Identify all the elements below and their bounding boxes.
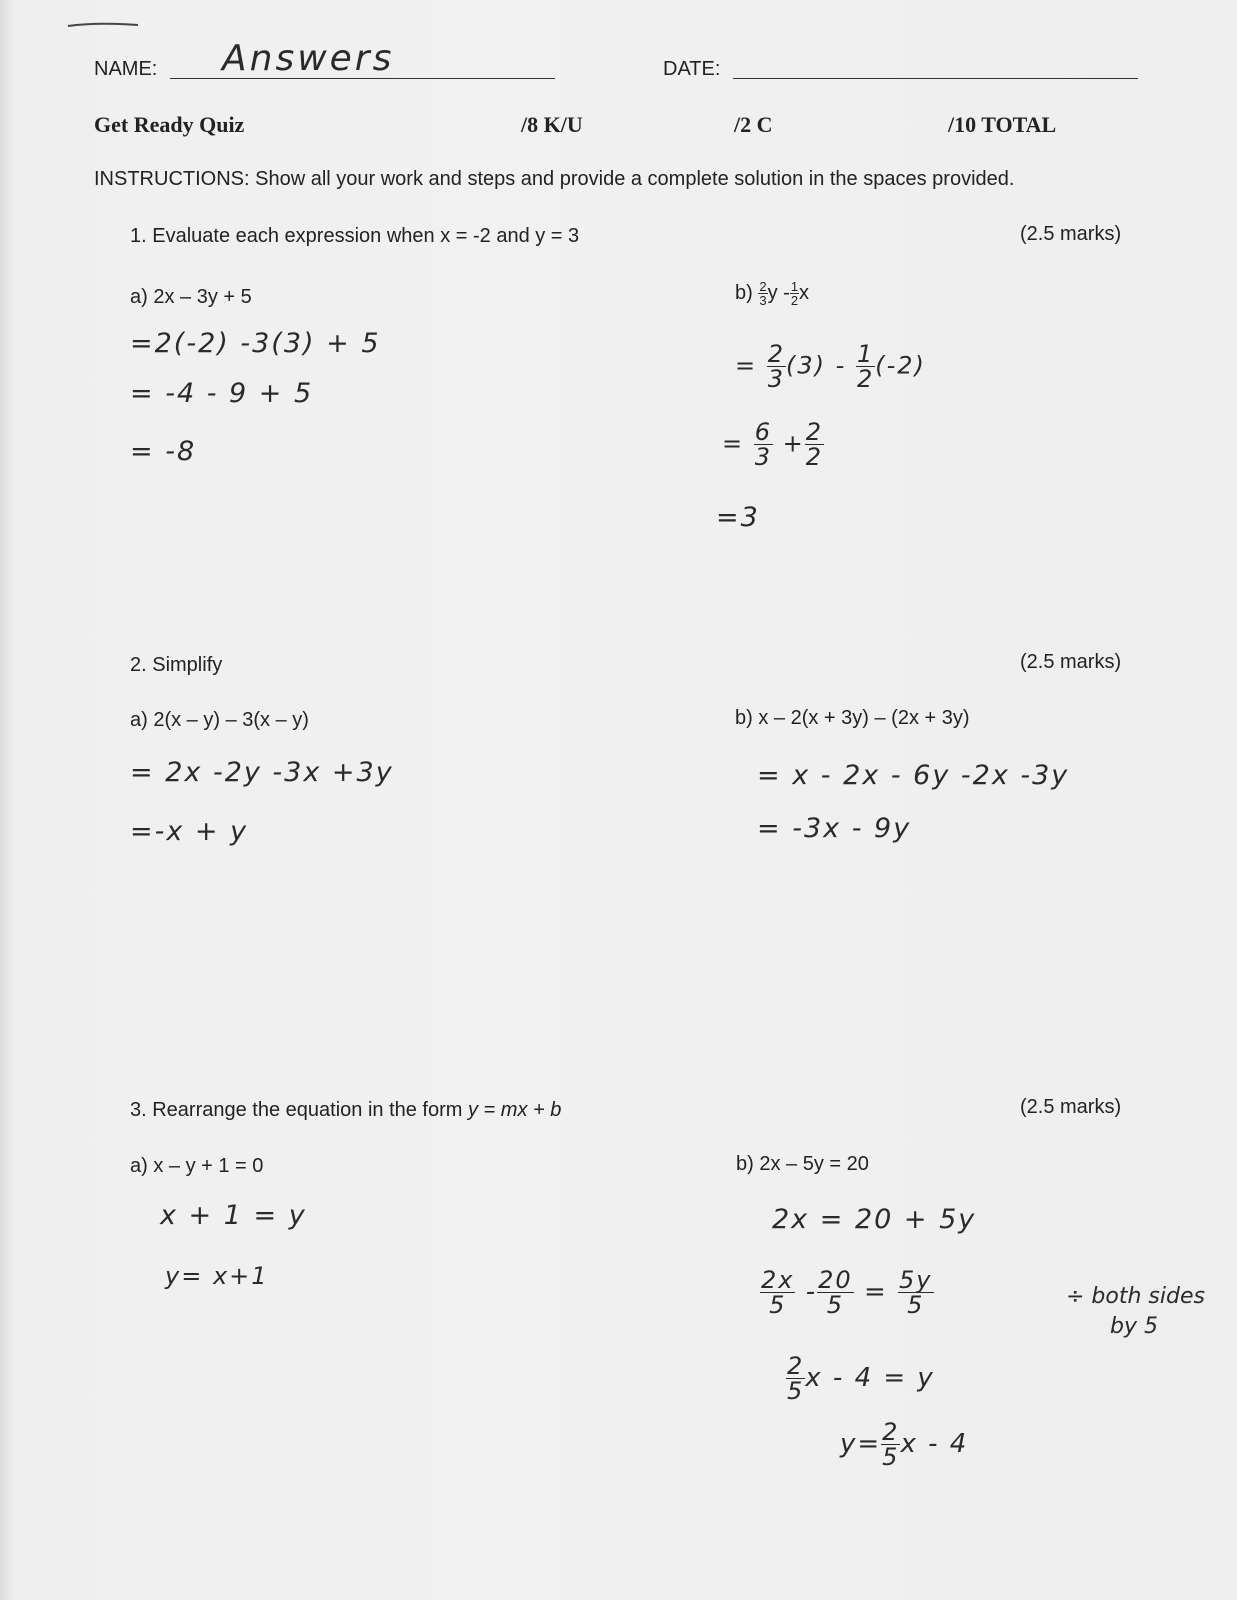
q1a-step-3: = -8: [130, 436, 197, 467]
q3b-note-line-1: ÷ both sides: [1066, 1284, 1205, 1309]
q3a-step-2: y= x+1: [165, 1262, 269, 1290]
instructions: INSTRUCTIONS: Show all your work and steps and provide a complete solution in the spaces provided.: [94, 168, 1015, 190]
q3-marks: (2.5 marks): [1020, 1096, 1122, 1118]
q2-title: 2. Simplify: [130, 654, 223, 676]
q1a-step-2: = -4 - 9 + 5: [130, 378, 314, 409]
q3b-step-1: 2x = 20 + 5y: [772, 1204, 977, 1235]
q1-marks: (2.5 marks): [1020, 223, 1122, 245]
score-c: /2 C: [734, 112, 773, 137]
q1b-mid: y -: [767, 281, 790, 304]
q3b-note-line-2: by 5: [1110, 1314, 1158, 1339]
name-label: NAME:: [94, 58, 158, 80]
q1b-step-3: =3: [716, 502, 760, 533]
name-value: Answers: [222, 38, 395, 79]
q2a-step-1: = 2x -2y -3x +3y: [130, 757, 394, 788]
q1a-label: a) 2x – 3y + 5: [130, 286, 252, 308]
corner-mark: [66, 18, 146, 32]
q3b-label: b) 2x – 5y = 20: [736, 1153, 869, 1175]
q1a-step-1: =2(-2) -3(3) + 5: [130, 328, 381, 359]
q3a-step-1: x + 1 = y: [160, 1200, 307, 1231]
q1b-step-2: = $\frac{6}{3}$ + $\frac{2}{2}$: [722, 418, 824, 471]
q2-marks: (2.5 marks): [1020, 651, 1122, 673]
q3b-step-3: $\frac{2}{5}$ x - 4 = y: [787, 1352, 935, 1405]
q3b-step-2: $\frac{2x}{5}$ - $\frac{20}{5}$ = $\frac{5y}{5}$: [761, 1266, 933, 1319]
q3b-step-4: y= $\frac{2}{5}$ x - 4: [840, 1418, 969, 1471]
quiz-title: Get Ready Quiz: [94, 112, 245, 137]
score-total: /10 TOTAL: [948, 112, 1057, 137]
q1-title: 1. Evaluate each expression when x = -2 and y = 3: [130, 225, 580, 247]
q1b-prefix: b): [735, 281, 753, 304]
q1b-frac-2: $\frac{1}{2}$: [790, 279, 799, 308]
q2a-step-2: =-x + y: [130, 816, 249, 847]
q1b-frac-1: $\frac{2}{3}$: [759, 279, 767, 308]
date-line: [733, 78, 1138, 79]
q3-title: 3. Rearrange the equation in the form y = mx + b: [130, 1099, 562, 1121]
q1b-end: x: [799, 281, 810, 304]
q2b-step-2: = -3x - 9y: [757, 813, 912, 844]
score-ku: /8 K/U: [521, 112, 583, 137]
q2b-label: b) x – 2(x + 3y) – (2x + 3y): [735, 707, 970, 729]
q1b-step-1: = $\frac{2}{3}$ (3) - $\frac{1}{2}$ (-2): [735, 340, 926, 393]
q2a-label: a) 2(x – y) – 3(x – y): [130, 709, 309, 731]
q2b-step-1: = x - 2x - 6y -2x -3y: [757, 760, 1070, 791]
q1b-label: [735, 280, 809, 307]
q3a-label: a) x – y + 1 = 0: [130, 1155, 264, 1177]
date-label: DATE:: [663, 58, 721, 80]
